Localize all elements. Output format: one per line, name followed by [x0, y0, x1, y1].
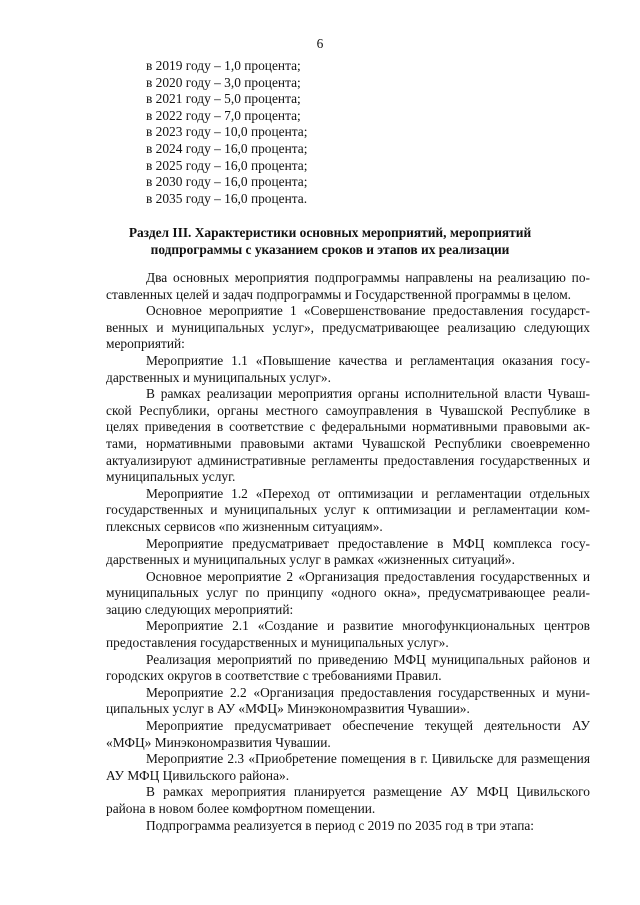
paragraph: Мероприятие 1.2 «Переход от оптимизации и регламентации отдельных государственных и муниципальных услуг к оптимизации и регламентации комплексных сервисов «по жизненным ситуациям». — [106, 485, 590, 534]
body-text — [106, 270, 590, 834]
percent-list — [146, 58, 307, 207]
paragraph: Реализация мероприятий по приведению МФЦ муниципальных районов и городских округов в соответствие с требованиями Правил. — [106, 651, 590, 684]
paragraph: Основное мероприятие 2 «Организация предоставления государственных и муниципальных услуг по принципу «одного окна», предусматривающее реализацию следующих мероприятий: — [106, 568, 590, 617]
paragraph: Мероприятие предусматривает обеспечение текущей деятельности АУ «МФЦ» Минэкономразвития Чувашии. — [106, 718, 590, 750]
paragraph: Мероприятие предусматривает предоставление в МФЦ комплекса государственных и муниципальных услуг в рамках «жизненных ситуаций». — [106, 535, 590, 568]
section-heading-line-2: подпрограммы с указанием сроков и этапов их реализации — [150, 241, 510, 257]
paragraph: Мероприятие 2.2 «Организация предоставления государственных и муниципальных услуг в АУ «МФЦ» Минэкономразвития Чувашии». — [106, 684, 590, 717]
paragraph: Мероприятие 2.3 «Приобретение помещения в г. Цивильске для размещения АУ МФЦ Цивильского района». — [106, 751, 590, 783]
list-item: в 2023 году – 10,0 процента; — [146, 124, 308, 140]
list-item: в 2035 году – 16,0 процента. — [146, 190, 308, 206]
list-item: в 2019 году – 1,0 процента; — [146, 58, 301, 73]
list-item: в 2024 году – 16,0 процента; — [146, 140, 308, 156]
page-number: 6 — [316, 36, 324, 51]
paragraph: В рамках мероприятия планируется размещение АУ МФЦ Цивильского района в новом более комфортном помещении. — [106, 784, 590, 816]
list-item: в 2021 году – 5,0 процента; — [146, 91, 301, 107]
section-heading — [106, 225, 554, 258]
paragraph: В рамках реализации мероприятия органы исполнительной власти Чувашской Республики, органы местного самоуправления в Чувашской Республике в целях приведения в соответствие с федеральными нормативными правовыми актами, нормативными правовыми актами Чувашской Республики своевременно актуализируют административные регламенты предоставления государственных и муниципальных услуг. — [106, 386, 590, 485]
paragraph: Два основных мероприятия подпрограммы направлены на реализацию поставленных целей и задач подпрограммы и Государственной программы в целом. — [106, 270, 590, 302]
paragraph: Мероприятие 1.1 «Повышение качества и регламентация оказания государственных и муниципальных услуг». — [106, 352, 590, 385]
list-item: в 2022 году – 7,0 процента; — [146, 107, 301, 123]
section-heading-line-1: Раздел III. Характеристики основных мероприятий, мероприятий — [128, 225, 532, 240]
list-item: в 2030 году – 16,0 процента; — [146, 174, 308, 190]
paragraph: Подпрограмма реализуется в период с 2019 по 2035 год в три этапа: — [146, 817, 535, 833]
paragraph: Мероприятие 2.1 «Создание и развитие многофункциональных центров предоставления государственных и муниципальных услуг». — [106, 618, 590, 651]
paragraph: Основное мероприятие 1 «Совершенствование предоставления государственных и муниципальных услуг», предусматривающее реализацию следующих мероприятий: — [106, 303, 590, 352]
list-item: в 2020 году – 3,0 процента; — [146, 74, 301, 90]
list-item: в 2025 году – 16,0 процента; — [146, 157, 308, 173]
